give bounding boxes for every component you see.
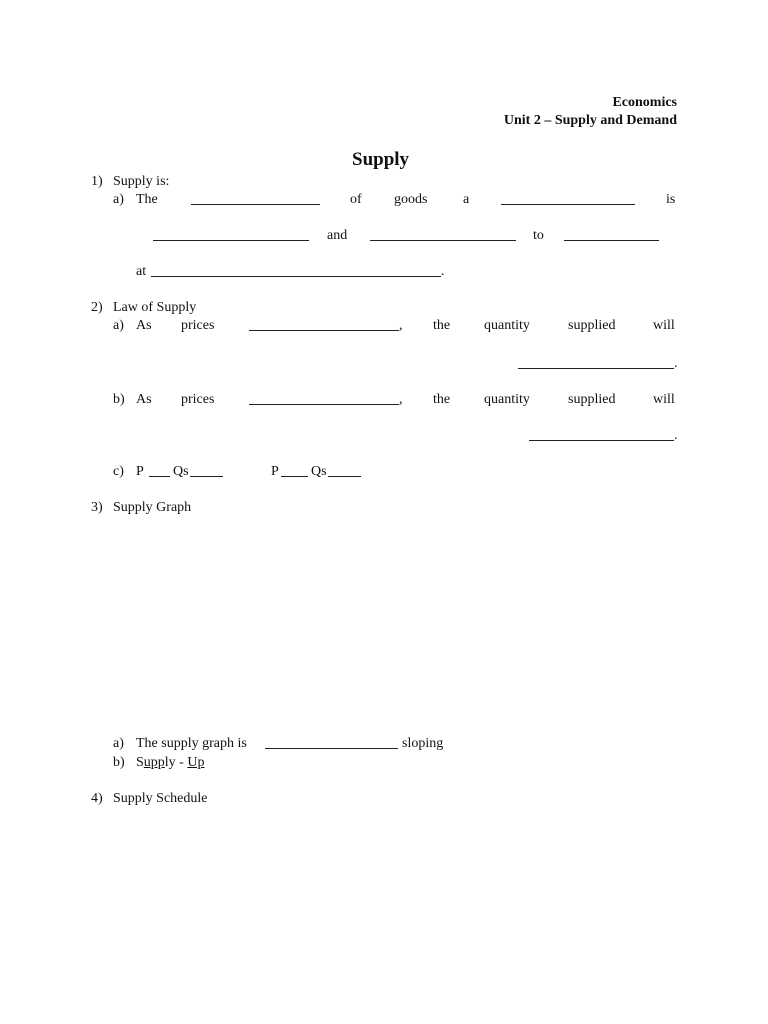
q1-number: 1) (91, 174, 103, 189)
q2-b-word-quantity: quantity (484, 392, 530, 407)
q2-c-blank-1[interactable] (149, 464, 170, 482)
q1-word-to: to (533, 228, 544, 243)
q2-a-word-supplied: supplied (568, 318, 616, 333)
q2-b-word-supplied: supplied (568, 392, 616, 407)
q3-a-text-before: The supply graph is (136, 736, 247, 751)
q1-word-at: at (136, 264, 147, 279)
q2-a-word-prices: prices (181, 318, 215, 333)
q3-label: Supply Graph (113, 500, 192, 515)
q1-blank-4[interactable] (370, 228, 516, 246)
q2-a-word-quantity: quantity (484, 318, 530, 333)
q2-b-word-the: the (433, 392, 451, 407)
q3-a-marker: a) (113, 736, 124, 751)
q2-c-blank-2[interactable] (190, 464, 223, 482)
q3-b-text (136, 755, 204, 771)
q2-a-word-as: As (136, 318, 152, 333)
q3-b-upp: upp (143, 755, 165, 770)
q1-word-is: is (666, 192, 676, 207)
q2-b-word-will: will (653, 392, 675, 407)
q1-word-of: of (350, 192, 362, 207)
q1-word-goods: goods (394, 192, 428, 207)
page-title: Supply (352, 149, 410, 170)
q2-b-word-prices: prices (181, 392, 215, 407)
q2-b-blank-1[interactable] (249, 392, 399, 410)
course-name: Economics (612, 95, 677, 110)
q2-a-blank-2[interactable] (518, 356, 674, 374)
q2-number: 2) (91, 300, 103, 315)
q2-c-blank-4[interactable] (328, 464, 361, 482)
q1-word-a: a (463, 192, 470, 207)
q3-number: 3) (91, 500, 103, 515)
q2-b-marker: b) (113, 392, 125, 407)
q2-c-qs1: Qs (173, 464, 189, 479)
q2-label: Law of Supply (113, 300, 197, 315)
q1-period: . (441, 264, 445, 279)
q2-c-marker: c) (113, 464, 124, 479)
q3-b-up: Up (187, 755, 205, 770)
q2-b-period: . (674, 428, 678, 443)
q3-b-marker: b) (113, 755, 125, 770)
q3-b-s: S (136, 755, 144, 770)
q1-blank-2[interactable] (501, 192, 635, 210)
q1-blank-1[interactable] (191, 192, 320, 210)
q1-blank-3[interactable] (153, 228, 309, 246)
q2-c-p2: P (271, 464, 279, 479)
q1-word-the: The (136, 192, 158, 207)
q2-c-blank-3[interactable] (281, 464, 308, 482)
q2-a-period: . (674, 356, 678, 371)
q3-a-blank[interactable] (265, 736, 398, 754)
q2-a-word-the: the (433, 318, 451, 333)
q3-b-ly: ly - (164, 755, 188, 770)
q2-b-word-as: As (136, 392, 152, 407)
q4-label: Supply Schedule (113, 791, 208, 806)
q2-c-qs2: Qs (311, 464, 327, 479)
q2-c-p1: P (136, 464, 144, 479)
q2-a-word-will: will (653, 318, 675, 333)
q1-a-marker: a) (113, 192, 124, 207)
q1-word-and: and (327, 228, 348, 243)
q2-a-comma: , (399, 318, 403, 333)
q3-a-text-after: sloping (402, 736, 444, 751)
q2-a-marker: a) (113, 318, 124, 333)
unit-title: Unit 2 – Supply and Demand (503, 113, 677, 128)
q1-label: Supply is: (113, 174, 170, 189)
q2-b-blank-2[interactable] (529, 428, 674, 446)
q2-b-comma: , (399, 392, 403, 407)
q2-a-blank-1[interactable] (249, 318, 399, 336)
q1-blank-6[interactable] (151, 264, 441, 282)
q4-number: 4) (91, 791, 103, 806)
q1-blank-5[interactable] (564, 228, 659, 246)
